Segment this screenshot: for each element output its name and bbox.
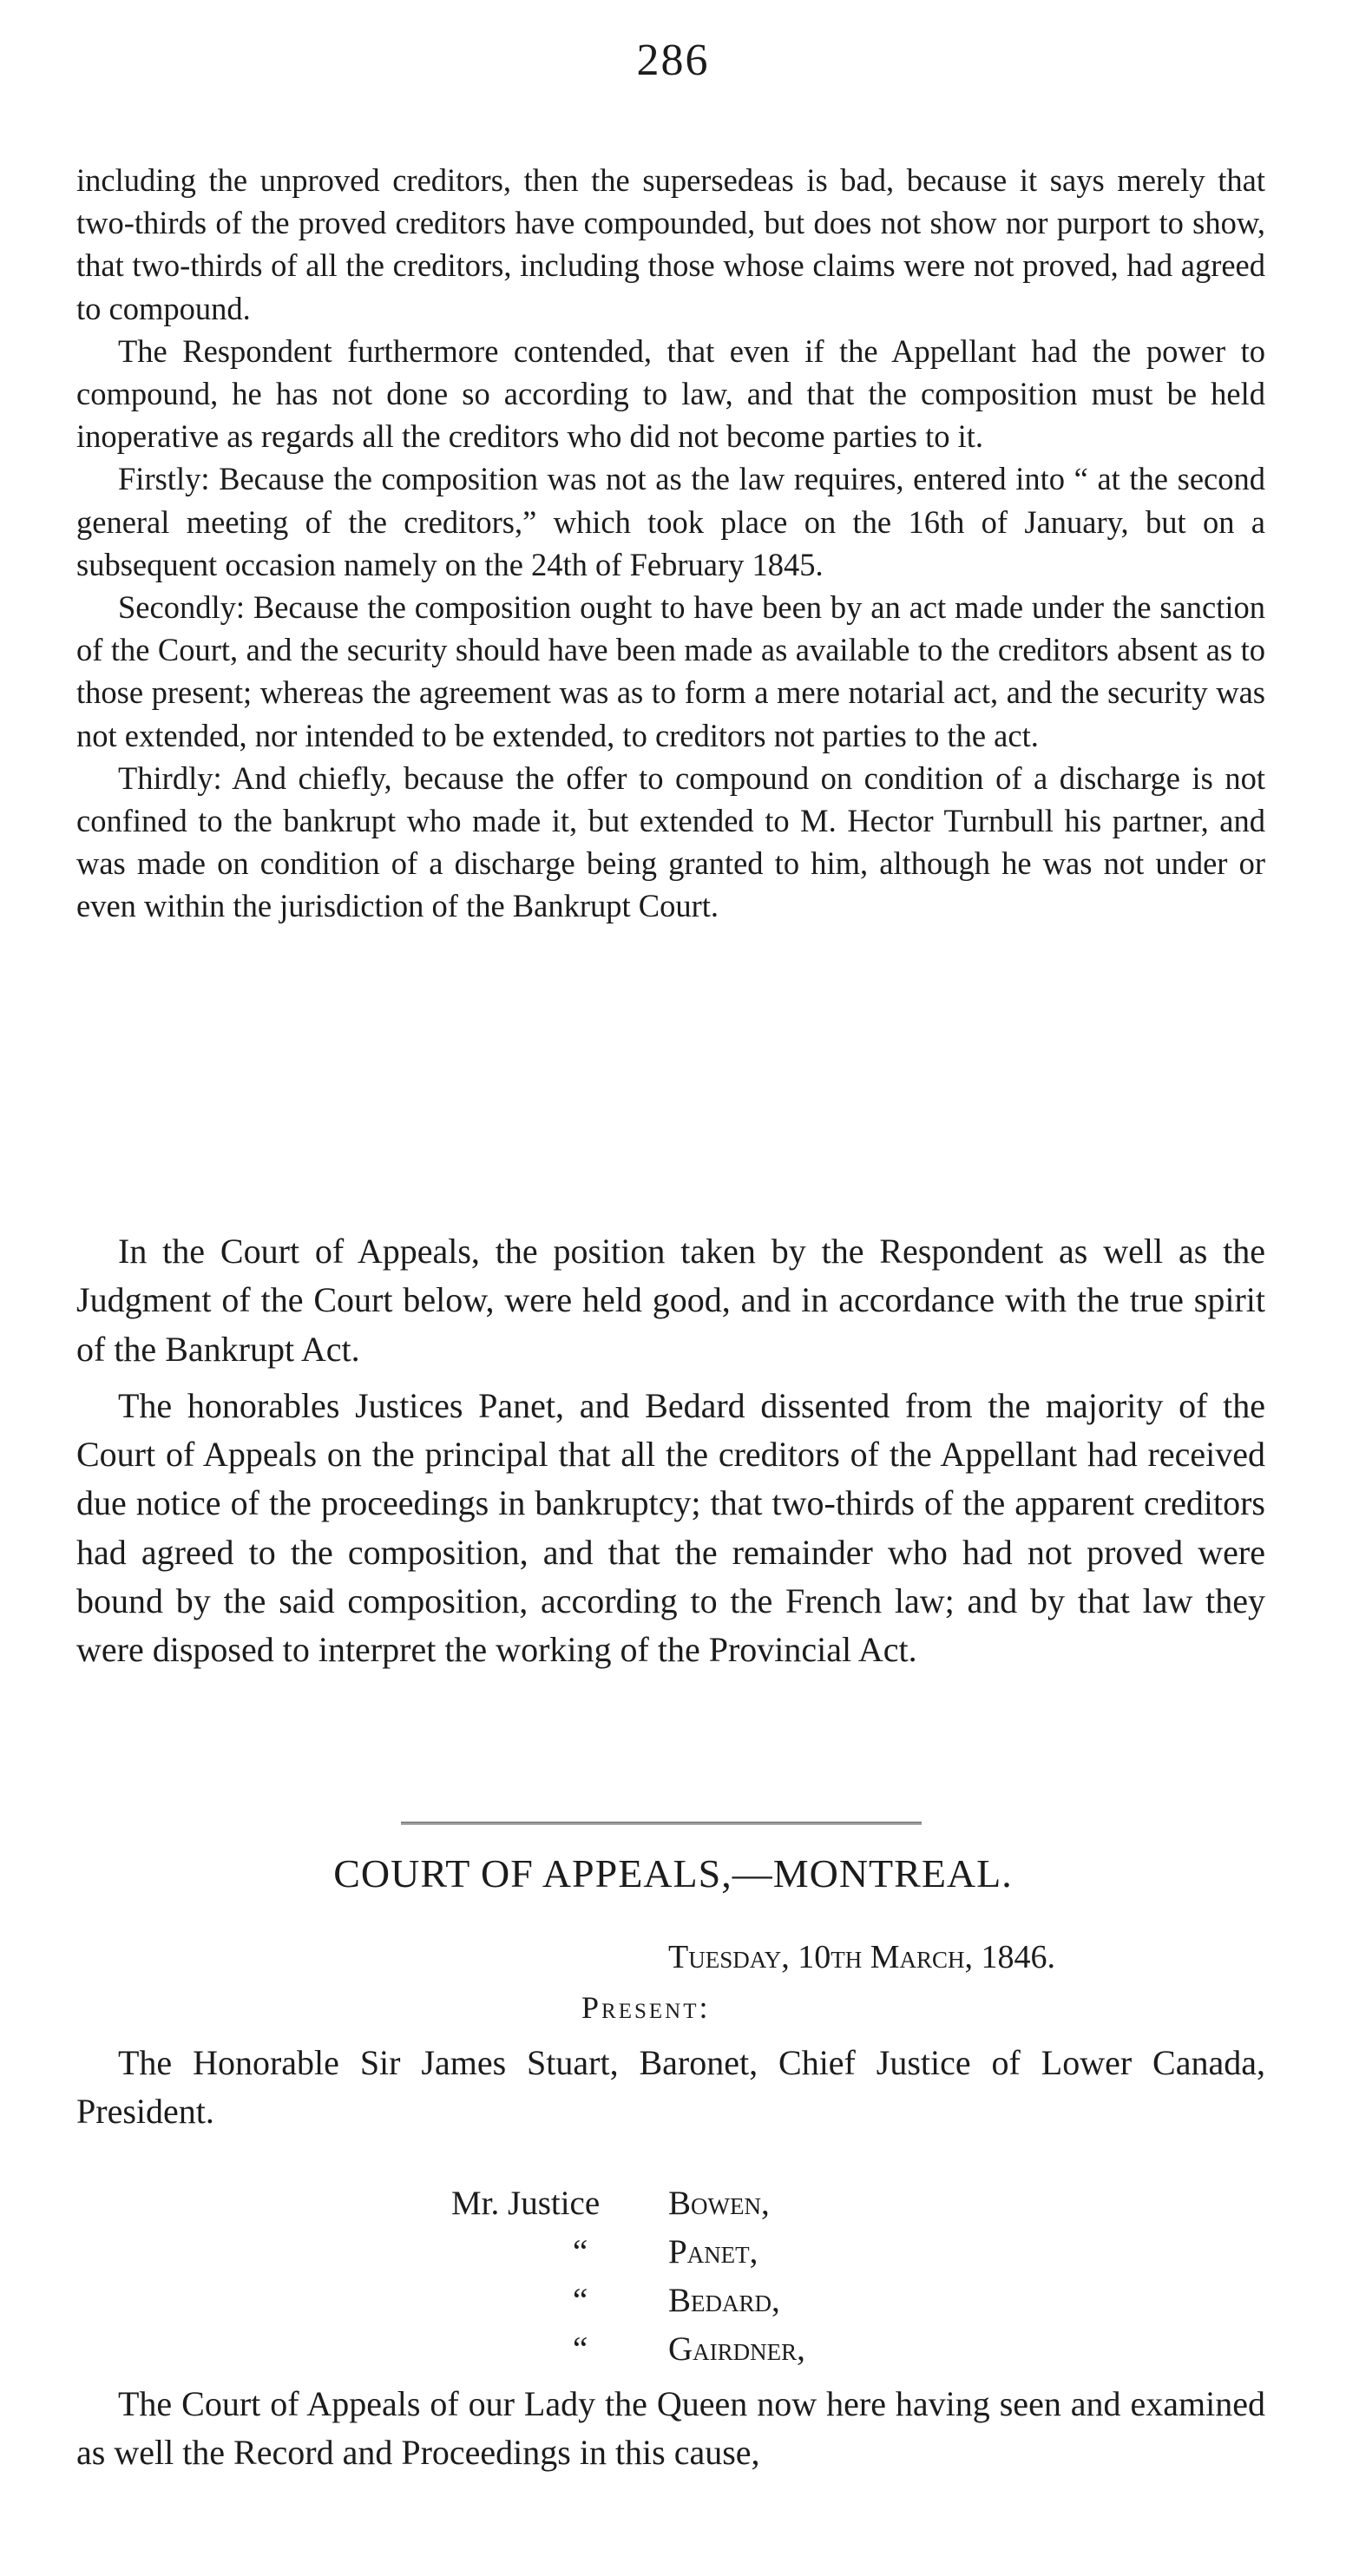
president-section bbox=[76, 2039, 1265, 2136]
paragraph-respondent-contention: The Respondent furthermore contended, that even if the Appellant had the power to compound, he has not done so according to law, and that the composition must be held inoperative as regards all the creditors who did not become parties to it. bbox=[76, 332, 1265, 455]
ditto-mark: “ bbox=[573, 2282, 588, 2319]
judgment-section bbox=[76, 1227, 1265, 1683]
justice-name: Bedard, bbox=[668, 2282, 780, 2319]
justice-prefix: Mr. Justice bbox=[451, 2185, 601, 2222]
page-number: 286 bbox=[636, 36, 710, 85]
ditto-mark: “ bbox=[573, 2330, 588, 2368]
paragraph-supersedeas: including the unproved creditors, then the supersedeas is bad, because it says merely that two-thirds of the proved creditors have compounded, but does not show nor purport to show, that two-thirds of all the creditors, including those whose claims were not proved, had agreed to compound. bbox=[76, 162, 1265, 326]
paragraph-thirdly: Thirdly: And chiefly, because the offer to compound on condition of a discharge is not confined to the bankrupt who made it, but extended to M. Hector Turnbull his partner, and was made on condition of a discharge being granted to him, although he was not under or even within the jurisdiction of the Bankrupt Court. bbox=[76, 759, 1265, 924]
paragraph-secondly: Secondly: Because the composition ought to have been by an act made under the sanction of the Court, and the security should have been made as available to the creditors absent as to those present; whereas the agreement was as to form a mere notarial act, and the security was not extended, nor intended to be extended, to creditors not parties to the act. bbox=[76, 589, 1265, 753]
present-label: Present: bbox=[581, 1990, 711, 2025]
sitting-date: Tuesday, 10th March, 1846. bbox=[668, 1939, 1056, 1975]
paragraph-court-of-appeals: In the Court of Appeals, the position taken by the Respondent as well as the Judgment of the Court below, were held good, and in accordance with the true spirit of the Bankrupt Act. bbox=[76, 1232, 1265, 1369]
paragraph-firstly: Firstly: Because the composition was not as the law requires, entered into “ at the second general meeting of the creditors,” which took place on the 16th of January, but on a subsequent occasion namely on the 24th of February 1845. bbox=[76, 461, 1265, 582]
justice-name: Panet, bbox=[668, 2233, 758, 2270]
justice-name: Bowen, bbox=[668, 2185, 770, 2222]
closing-section bbox=[76, 2380, 1265, 2477]
paragraph-dissent: The honorables Justices Panet, and Bedard dissented from the majority of the Court of Appeals on the principal that all the creditors of the Appellant had received due notice of the proceedings in bankruptcy; that two-thirds of the apparent creditors had agreed to the composition, and that the remainder who had not proved were bound by the said composition, according to the French law; and by that law they were disposed to interpret the working of the Provincial Act. bbox=[76, 1385, 1265, 1670]
ditto-mark: “ bbox=[573, 2233, 588, 2270]
president-line: The Honorable Sir James Stuart, Baronet, Chief Justice of Lower Canada, President. bbox=[76, 2043, 1265, 2131]
justice-name: Gairdner, bbox=[668, 2330, 805, 2368]
section-divider-rule bbox=[401, 1822, 922, 1824]
court-heading: COURT OF APPEALS,—MONTREAL. bbox=[333, 1851, 1013, 1896]
arguments-section bbox=[76, 159, 1265, 928]
closing-paragraph: The Court of Appeals of our Lady the Queen now here having seen and examined as well the Record and Proceedings in this cause, bbox=[76, 2384, 1265, 2472]
